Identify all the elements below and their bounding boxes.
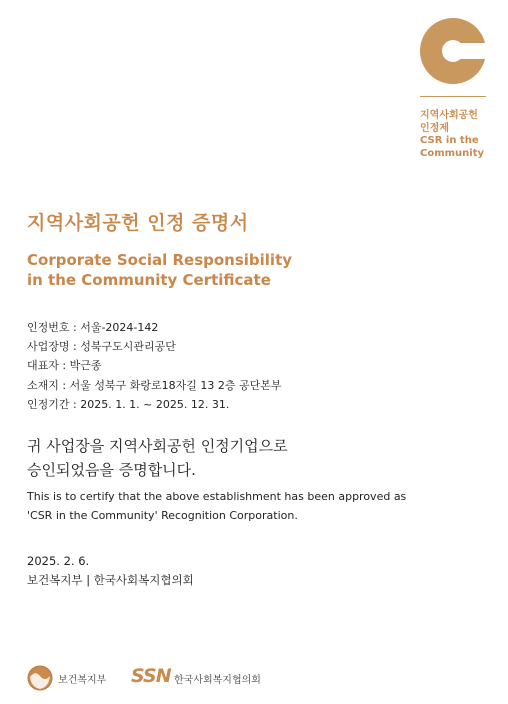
- issue-block: [27, 552, 194, 590]
- issue-date: 2025. 2. 6.: [27, 554, 90, 568]
- emblem-divider: [420, 96, 486, 97]
- certificate-details: [27, 318, 281, 414]
- representative: 대표자 : 박근종: [27, 359, 102, 373]
- statement-line: 귀 사업장을 지역사회공헌 인정기업으로: [27, 437, 288, 455]
- statement-english: [27, 487, 406, 525]
- emblem-line: Community: [420, 147, 485, 159]
- emblem-line: 지역사회공헌: [420, 110, 478, 121]
- business-name: 사업장명 : 성북구도시관리공단: [27, 340, 176, 354]
- statement-line: 'CSR in the Community' Recognition Corporation.: [27, 509, 298, 522]
- emblem-caption: [420, 110, 484, 160]
- title-english-line: in the Community Certificate: [27, 271, 271, 289]
- issuers: 보건복지부 | 한국사회복지협의회: [27, 573, 194, 587]
- cert-number: 인정번호 : 서울-2024-142: [27, 321, 159, 334]
- statement-korean: [27, 434, 288, 482]
- certificate-title-english: [27, 250, 292, 290]
- title-english-line: Corporate Social Responsibility: [27, 251, 293, 269]
- csr-emblem-c-icon: [420, 18, 486, 84]
- certificate-title-korean: 지역사회공헌 인정 증명서: [27, 212, 249, 234]
- statement-line: 승인되었음을 증명합니다.: [27, 461, 196, 479]
- ssn-logo-mark: SSN: [131, 665, 171, 687]
- ministry-logo-text: 보건복지부: [58, 675, 107, 686]
- emblem-line: CSR in the: [420, 135, 479, 146]
- address: 소재지 : 서울 성북구 화랑로18자길 13 2층 공단본부: [27, 378, 282, 392]
- footer-logos: [27, 663, 327, 693]
- ministry-taegeuk-logo-icon: [27, 665, 53, 691]
- emblem-line: 인정제: [420, 122, 449, 134]
- statement-line: This is to certify that the above establishment has been approved as: [27, 490, 407, 503]
- ssn-logo-text: 한국사회복지협의회: [174, 675, 261, 686]
- recognition-period: 인정기간 : 2025. 1. 1. ~ 2025. 12. 31.: [27, 397, 230, 411]
